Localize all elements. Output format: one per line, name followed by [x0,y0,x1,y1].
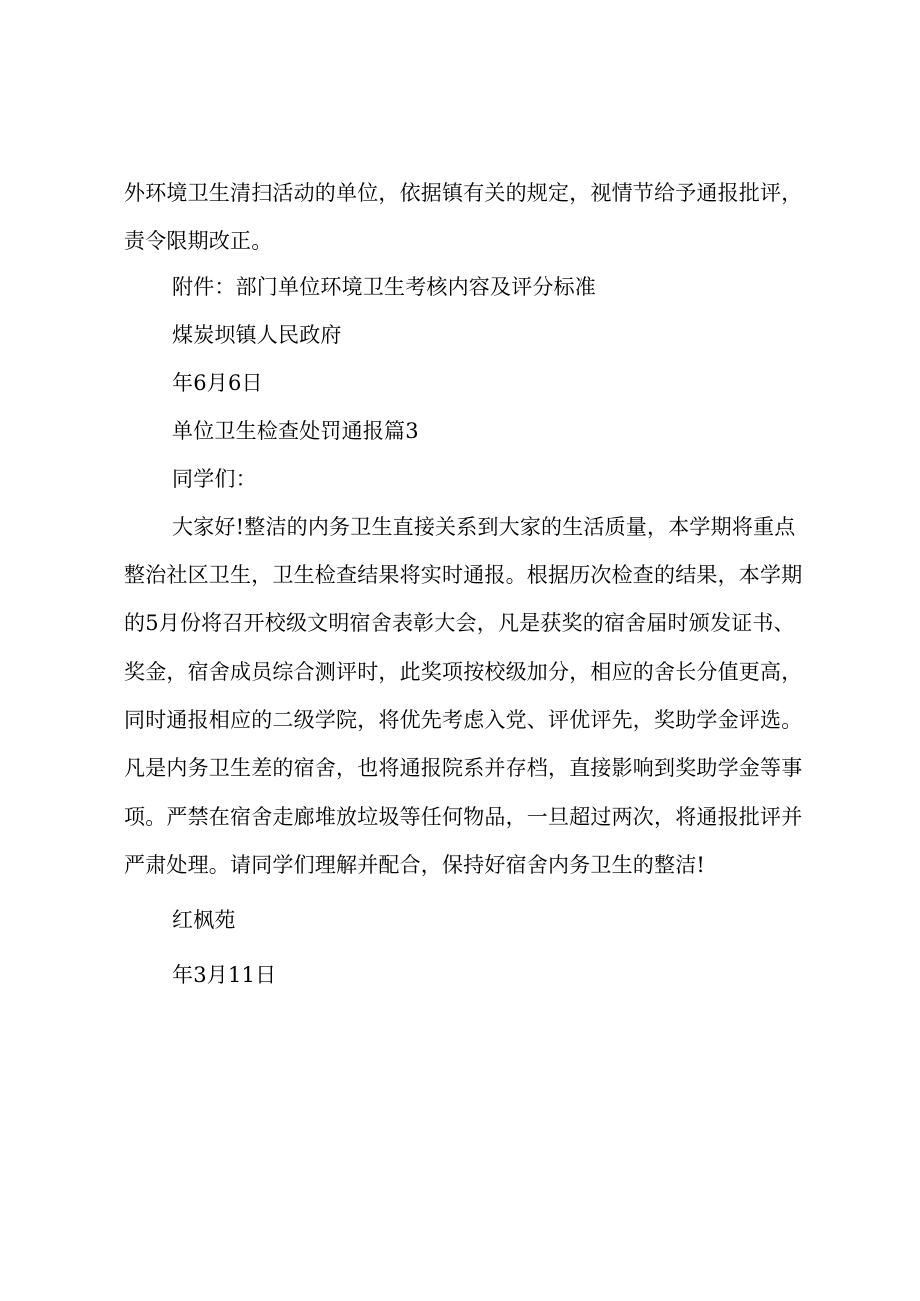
body-line-4: 奖金，宿舍成员综合测评时，此奖项按校级加分，相应的舍长分值更高， [124,660,803,684]
body-line-1: 大家好!整洁的内务卫生直接关系到大家的生活质量，本学期将重点 [172,515,796,539]
body-line-3: 的5月份将召开校级文明宿舍表彰大会，凡是获奖的宿舍届时颁发证书、 [124,611,795,635]
closing-date: 年3月11日 [172,963,277,987]
body-line-7: 项。严禁在宿舍走廊堆放垃圾等任何物品，一旦超过两次，将通报批评并 [124,805,803,829]
section-title: 单位卫生检查处罚通报篇3 [172,419,419,443]
attachment-note: 附件：部门单位环境卫生考核内容及评分标准 [172,275,596,299]
closing-organization: 红枫苑 [172,908,236,932]
signature-organization: 煤炭坝镇人民政府 [172,323,342,347]
continuation-line-1: 外环境卫生清扫活动的单位，依据镇有关的规定，视情节给予通报批评， [124,181,803,205]
continuation-line-2: 责令限期改正。 [124,229,273,253]
body-line-2: 整治社区卫生，卫生检查结果将实时通报。根据历次检查的结果，本学期 [124,563,803,587]
salutation: 同学们： [172,467,257,491]
body-line-8: 严肃处理。请同学们理解并配合，保持好宿舍内务卫生的整洁! [124,853,706,877]
body-line-5: 同时通报相应的二级学院，将优先考虑入党、评优评先，奖助学金评选。 [124,708,803,732]
body-line-6: 凡是内务卫生差的宿舍，也将通报院系并存档，直接影响到奖助学金等事 [124,756,803,780]
signature-date: 年6月6日 [172,371,263,395]
